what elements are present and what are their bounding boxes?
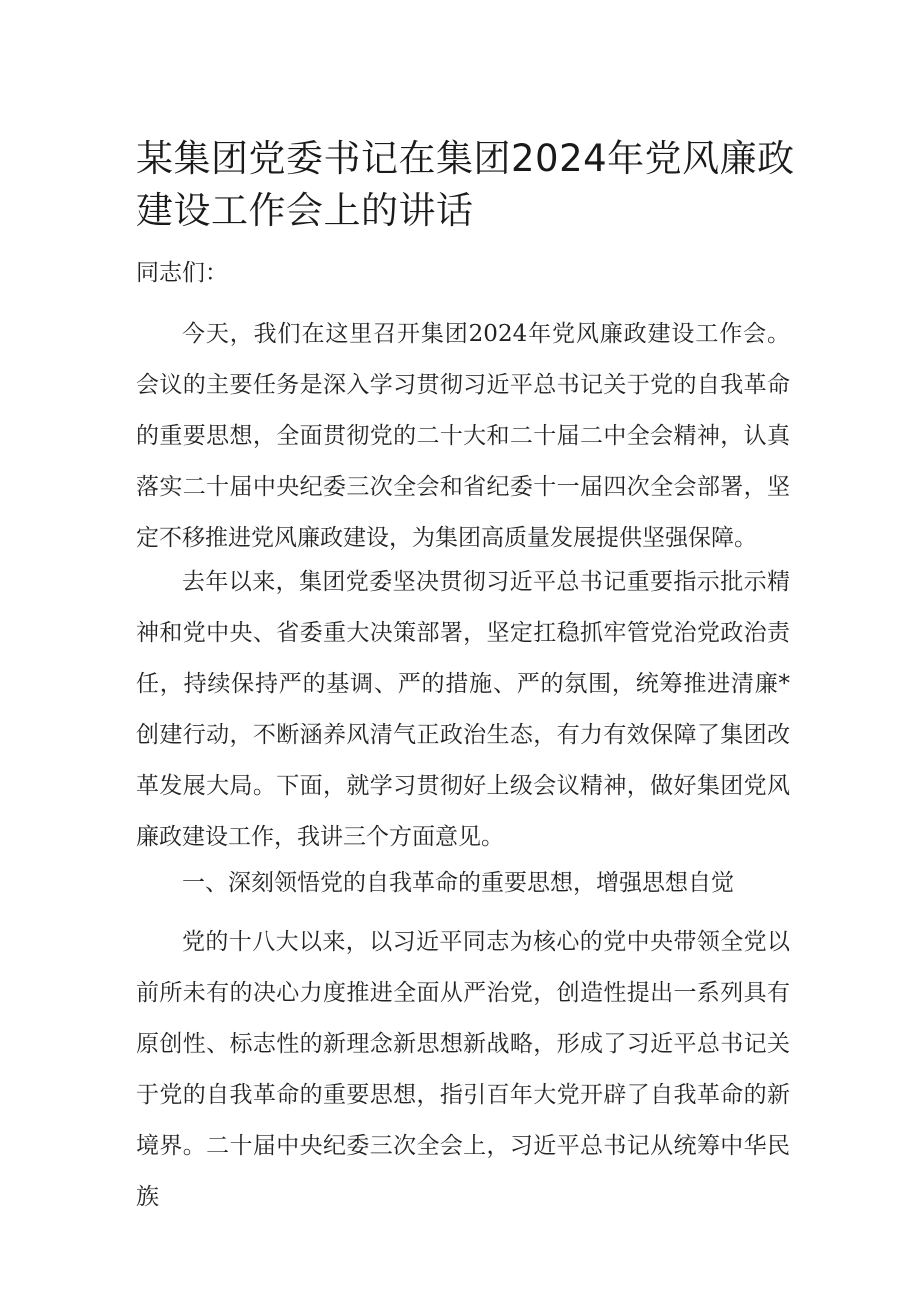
document-title: 某集团党委书记在集团2024年党风廉政建设工作会上的讲话 [136,137,795,232]
paragraph-review: 去年以来，集团党委坚决贯彻习近平总书记重要指示批示精神和党中央、省委重大决策部署，坚定扛稳抓牢管党治党政治责任，持续保持严的基调、严的措施、严的氛围，统筹推进清廉*创建行动，不断涵养风清气正政治生态，有力有效保障了集团改革发展大局。下面，就学习贯彻好上级会议精神，做好集团党风廉政建设工作，我讲三个方面意见。 [136,569,790,850]
paragraph-intro: 今天，我们在这里召开集团2024年党风廉政建设工作会。会议的主要任务是深入学习贯彻习近平总书记关于党的自我革命的重要思想，全面贯彻党的二十大和二十届二中全会精神，认真落实二十届中央纪委三次全会和省纪委十一届四次全会部署，坚定不移推进党风廉政建设，为集团高质量发展提供坚强保障。 [136,321,790,551]
section-heading: 一、深刻领悟党的自我革命的重要思想，增强思想自觉 [182,870,734,896]
paragraph-section-one: 党的十八大以来，以习近平同志为核心的党中央带领全党以前所未有的决心力度推进全面从严治党，创造性提出一系列具有原创性、标志性的新理念新思想新战略，形成了习近平总书记关于党的自我革命的重要思想，指引百年大党开辟了自我革命的新境界。二十届中央纪委三次全会上，习近平总书记从统筹中华民族 [136,929,790,1210]
salutation: 同志们： [136,260,228,286]
